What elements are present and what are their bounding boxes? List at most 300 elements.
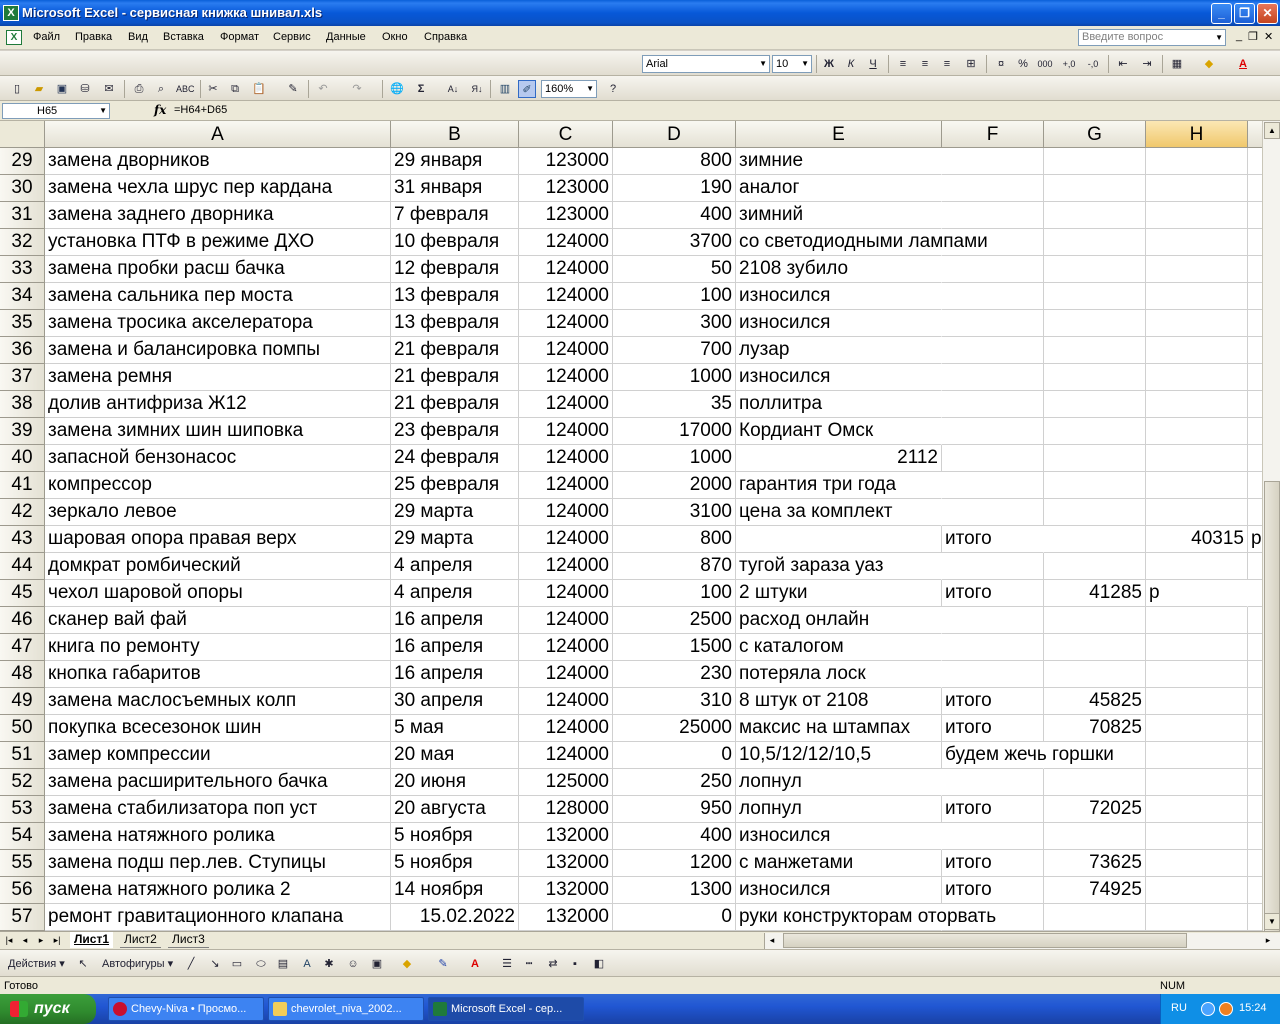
cell-b[interactable]: 16 апреля xyxy=(391,607,519,634)
zoom-select[interactable] xyxy=(541,80,597,98)
cell-f[interactable] xyxy=(942,472,1044,499)
chevron-down-icon[interactable]: ▼ xyxy=(1215,33,1223,42)
scroll-left-icon[interactable]: ◂ xyxy=(769,935,775,945)
cell-a[interactable]: запасной бензонасос xyxy=(45,445,391,472)
cell-b[interactable]: 4 апреля xyxy=(391,580,519,607)
cell-c[interactable]: 124000 xyxy=(519,283,613,310)
cell-e[interactable]: 10,5/12/12/10,5 xyxy=(736,742,942,769)
row-header[interactable]: 35 xyxy=(0,310,45,337)
cell-b[interactable]: 10 февраля xyxy=(391,229,519,256)
cell-c[interactable]: 124000 xyxy=(519,256,613,283)
start-button[interactable] xyxy=(0,994,96,1024)
cell-g[interactable]: 45825 xyxy=(1044,688,1146,715)
column-header-f[interactable]: F xyxy=(942,121,1044,148)
cell-i[interactable] xyxy=(1248,553,1262,580)
cell-b[interactable]: 29 марта xyxy=(391,526,519,553)
underline-button[interactable]: Ч xyxy=(869,58,877,70)
cell-i[interactable] xyxy=(1248,202,1262,229)
cell-c[interactable]: 124000 xyxy=(519,310,613,337)
cell-i[interactable] xyxy=(1248,634,1262,661)
vertical-scrollbar[interactable] xyxy=(1262,121,1280,931)
cell-e[interactable]: 8 штук от 2108 xyxy=(736,688,942,715)
cell-f[interactable] xyxy=(942,904,1044,931)
cell-g[interactable]: 74925 xyxy=(1044,877,1146,904)
cell-c[interactable]: 123000 xyxy=(519,202,613,229)
cell-d[interactable]: 310 xyxy=(613,688,736,715)
cell-c[interactable]: 124000 xyxy=(519,580,613,607)
chevron-down-icon[interactable]: ▼ xyxy=(801,59,809,68)
cell-b[interactable]: 20 июня xyxy=(391,769,519,796)
cell-c[interactable]: 124000 xyxy=(519,634,613,661)
cell-h[interactable] xyxy=(1146,391,1248,418)
cell-d[interactable]: 400 xyxy=(613,202,736,229)
cell-g[interactable]: 70825 xyxy=(1044,715,1146,742)
next-sheet-icon[interactable]: ▸ xyxy=(38,935,44,945)
cell-i[interactable] xyxy=(1248,607,1262,634)
cell-g[interactable]: 41285 xyxy=(1044,580,1146,607)
cell-i[interactable] xyxy=(1248,499,1262,526)
cell-c[interactable]: 124000 xyxy=(519,607,613,634)
prev-sheet-icon[interactable]: ◂ xyxy=(22,935,28,945)
cell-b[interactable]: 5 ноября xyxy=(391,850,519,877)
cell-i[interactable] xyxy=(1248,148,1262,175)
cell-d[interactable]: 1000 xyxy=(613,445,736,472)
bold-button[interactable]: Ж xyxy=(824,58,834,70)
row-header[interactable]: 49 xyxy=(0,688,45,715)
cell-h[interactable] xyxy=(1146,607,1248,634)
cell-i[interactable] xyxy=(1248,850,1262,877)
arrow-icon[interactable]: ↘ xyxy=(210,958,220,970)
row-header[interactable]: 34 xyxy=(0,283,45,310)
cell-c[interactable]: 128000 xyxy=(519,796,613,823)
column-header-b[interactable]: B xyxy=(391,121,519,148)
cell-e[interactable]: расход онлайн xyxy=(736,607,942,634)
cell-g[interactable] xyxy=(1044,769,1146,796)
row-header[interactable]: 32 xyxy=(0,229,45,256)
cell-b[interactable]: 29 марта xyxy=(391,499,519,526)
cell-a[interactable]: домкрат ромбический xyxy=(45,553,391,580)
cell-d[interactable]: 230 xyxy=(613,661,736,688)
menu-file[interactable]: Файл xyxy=(33,31,61,43)
cell-c[interactable]: 124000 xyxy=(519,688,613,715)
cell-g[interactable] xyxy=(1044,607,1146,634)
cell-i[interactable] xyxy=(1248,256,1262,283)
restore-button[interactable]: ❐ xyxy=(1234,3,1255,24)
cell-b[interactable]: 5 мая xyxy=(391,715,519,742)
cell-c[interactable]: 124000 xyxy=(519,715,613,742)
hyperlink-icon[interactable]: 🌐 xyxy=(390,83,404,95)
cell-g[interactable] xyxy=(1044,175,1146,202)
cell-f[interactable] xyxy=(942,499,1044,526)
cell-d[interactable]: 100 xyxy=(613,580,736,607)
paste-icon[interactable]: 📋 xyxy=(252,83,266,95)
row-header[interactable]: 56 xyxy=(0,877,45,904)
cell-d[interactable]: 2000 xyxy=(613,472,736,499)
textbox-icon[interactable]: ▤ xyxy=(277,958,289,970)
doc-restore-button[interactable]: ❐ xyxy=(1248,31,1258,43)
horizontal-scroll-thumb[interactable] xyxy=(783,933,1187,948)
row-header[interactable]: 48 xyxy=(0,661,45,688)
cell-e[interactable]: износился xyxy=(736,823,942,850)
chart-wizard-icon[interactable]: ▥ xyxy=(499,83,511,95)
cell-e[interactable]: максис на штампах xyxy=(736,715,942,742)
cell-g[interactable] xyxy=(1044,391,1146,418)
cell-h[interactable] xyxy=(1146,634,1248,661)
cell-a[interactable]: замена сальника пер моста xyxy=(45,283,391,310)
cell-f[interactable]: итого xyxy=(942,796,1044,823)
cell-b[interactable]: 21 февраля xyxy=(391,364,519,391)
cell-h[interactable] xyxy=(1146,850,1248,877)
cell-c[interactable]: 124000 xyxy=(519,553,613,580)
cell-f[interactable] xyxy=(942,823,1044,850)
sort-descending-icon[interactable]: Я↓ xyxy=(471,84,483,94)
cell-f[interactable] xyxy=(942,310,1044,337)
cell-c[interactable]: 124000 xyxy=(519,391,613,418)
cell-a[interactable]: замена заднего дворника xyxy=(45,202,391,229)
row-header[interactable]: 36 xyxy=(0,337,45,364)
cell-b[interactable]: 15.02.2022 xyxy=(391,904,519,931)
cell-i[interactable] xyxy=(1248,283,1262,310)
cell-a[interactable]: замена ремня xyxy=(45,364,391,391)
cell-e[interactable]: с манжетами xyxy=(736,850,942,877)
column-header-c[interactable]: C xyxy=(519,121,613,148)
cell-f[interactable] xyxy=(942,337,1044,364)
cell-c[interactable]: 124000 xyxy=(519,445,613,472)
cell-b[interactable]: 16 апреля xyxy=(391,634,519,661)
taskbar-item-excel[interactable] xyxy=(428,997,584,1021)
cell-b[interactable]: 16 апреля xyxy=(391,661,519,688)
cell-a[interactable]: компрессор xyxy=(45,472,391,499)
horizontal-scrollbar[interactable] xyxy=(764,933,1280,949)
cell-b[interactable]: 31 января xyxy=(391,175,519,202)
cell-d[interactable]: 50 xyxy=(613,256,736,283)
cell-d[interactable]: 190 xyxy=(613,175,736,202)
cell-b[interactable]: 21 февраля xyxy=(391,337,519,364)
cell-d[interactable]: 3700 xyxy=(613,229,736,256)
cell-d[interactable]: 950 xyxy=(613,796,736,823)
cell-a[interactable]: шаровая опора правая верх xyxy=(45,526,391,553)
cell-i[interactable] xyxy=(1248,229,1262,256)
row-header[interactable]: 51 xyxy=(0,742,45,769)
cell-e[interactable]: потеряла лоск xyxy=(736,661,942,688)
cell-f[interactable] xyxy=(942,607,1044,634)
cell-e[interactable]: зимний xyxy=(736,202,942,229)
cell-a[interactable]: замена натяжного ролика 2 xyxy=(45,877,391,904)
cell-e[interactable]: износился xyxy=(736,364,942,391)
cell-e[interactable]: руки конструкторам оторвать xyxy=(736,904,942,931)
currency-icon[interactable]: ¤ xyxy=(997,58,1005,70)
doc-minimize-button[interactable]: _ xyxy=(1236,30,1243,42)
cell-h[interactable] xyxy=(1146,823,1248,850)
cell-i[interactable] xyxy=(1248,742,1262,769)
align-center-icon[interactable]: ≡ xyxy=(921,58,929,70)
last-sheet-icon[interactable]: ▸| xyxy=(53,935,61,945)
cell-d[interactable]: 35 xyxy=(613,391,736,418)
column-header-g[interactable]: G xyxy=(1044,121,1146,148)
cell-g[interactable]: 72025 xyxy=(1044,796,1146,823)
row-header[interactable]: 50 xyxy=(0,715,45,742)
cell-a[interactable]: установка ПТФ в режиме ДХО xyxy=(45,229,391,256)
cell-i[interactable] xyxy=(1248,688,1262,715)
cell-a[interactable]: кнопка габаритов xyxy=(45,661,391,688)
row-header[interactable]: 45 xyxy=(0,580,45,607)
select-all-corner[interactable] xyxy=(0,121,45,148)
cell-h[interactable] xyxy=(1146,661,1248,688)
antivirus-icon[interactable] xyxy=(1219,1002,1233,1016)
column-header-d[interactable]: D xyxy=(613,121,736,148)
font-size-select[interactable] xyxy=(772,55,812,73)
save-icon[interactable]: ▣ xyxy=(56,83,68,95)
cell-f[interactable] xyxy=(942,364,1044,391)
cell-h[interactable] xyxy=(1146,688,1248,715)
row-header[interactable]: 47 xyxy=(0,634,45,661)
cell-f[interactable]: итого xyxy=(942,715,1044,742)
cell-h[interactable] xyxy=(1146,418,1248,445)
cell-a[interactable]: замена расширительного бачка xyxy=(45,769,391,796)
cell-b[interactable]: 14 ноября xyxy=(391,877,519,904)
cell-e[interactable]: тугой зараза уаз xyxy=(736,553,942,580)
cell-f[interactable] xyxy=(942,634,1044,661)
rectangle-icon[interactable]: ▭ xyxy=(231,958,243,970)
borders-icon[interactable]: ▦ xyxy=(1171,58,1183,70)
format-painter-icon[interactable]: ✎ xyxy=(288,83,298,95)
taskbar-item-folder[interactable] xyxy=(268,997,424,1021)
chevron-down-icon[interactable]: ▼ xyxy=(586,84,594,93)
cell-f[interactable] xyxy=(942,256,1044,283)
cell-g[interactable] xyxy=(1044,445,1146,472)
cell-f[interactable] xyxy=(942,445,1044,472)
autosum-icon[interactable]: Σ xyxy=(417,83,425,95)
cell-c[interactable]: 124000 xyxy=(519,526,613,553)
sheet-tab-1[interactable]: Лист1 xyxy=(70,932,113,948)
clipart-icon[interactable]: ☺ xyxy=(347,958,359,970)
print-preview-icon[interactable]: ⌕ xyxy=(157,83,165,95)
cell-f[interactable]: будем жечь горшки xyxy=(942,742,1044,769)
scroll-right-icon[interactable]: ▸ xyxy=(1265,935,1271,945)
cell-c[interactable]: 132000 xyxy=(519,904,613,931)
cell-i[interactable] xyxy=(1248,661,1262,688)
cell-i[interactable] xyxy=(1248,904,1262,931)
draw-font-color-icon[interactable]: A xyxy=(471,958,479,970)
cell-b[interactable]: 4 апреля xyxy=(391,553,519,580)
cell-f[interactable] xyxy=(942,229,1044,256)
menu-view[interactable]: Вид xyxy=(128,31,148,43)
cell-b[interactable]: 30 апреля xyxy=(391,688,519,715)
column-header-partial[interactable] xyxy=(1248,121,1262,148)
cell-d[interactable]: 870 xyxy=(613,553,736,580)
cell-i[interactable] xyxy=(1248,310,1262,337)
cell-h[interactable] xyxy=(1146,904,1248,931)
menu-edit[interactable]: Правка xyxy=(75,31,113,43)
cell-a[interactable]: замена дворников xyxy=(45,148,391,175)
cell-c[interactable]: 132000 xyxy=(519,823,613,850)
cell-e[interactable]: 2112 xyxy=(736,445,942,472)
cell-a[interactable]: замена маслосъемных колп xyxy=(45,688,391,715)
document-icon[interactable]: X xyxy=(6,30,22,45)
row-header[interactable]: 31 xyxy=(0,202,45,229)
cell-g[interactable] xyxy=(1044,823,1146,850)
cell-i[interactable]: р xyxy=(1248,526,1262,553)
copy-icon[interactable]: ⧉ xyxy=(231,83,239,95)
cell-h[interactable] xyxy=(1146,553,1248,580)
column-header-a[interactable]: A xyxy=(45,121,391,148)
cell-f[interactable] xyxy=(942,769,1044,796)
cell-f[interactable]: итого xyxy=(942,850,1044,877)
wordart-icon[interactable]: A xyxy=(303,958,311,970)
language-indicator[interactable]: RU xyxy=(1171,1002,1187,1014)
cell-f[interactable] xyxy=(942,391,1044,418)
align-right-icon[interactable]: ≡ xyxy=(943,58,951,70)
cell-c[interactable]: 124000 xyxy=(519,229,613,256)
cell-a[interactable]: замена и балансировка помпы xyxy=(45,337,391,364)
close-button[interactable]: ✕ xyxy=(1257,3,1278,24)
cell-c[interactable]: 132000 xyxy=(519,877,613,904)
cell-e[interactable]: гарантия три года xyxy=(736,472,942,499)
row-header[interactable]: 52 xyxy=(0,769,45,796)
line-icon[interactable]: ╱ xyxy=(187,958,195,970)
cell-g[interactable] xyxy=(1044,904,1146,931)
font-color-icon[interactable]: A xyxy=(1239,58,1247,70)
chevron-down-icon[interactable]: ▼ xyxy=(759,59,767,68)
row-header[interactable]: 46 xyxy=(0,607,45,634)
cell-f[interactable] xyxy=(942,175,1044,202)
cell-f[interactable]: итого xyxy=(942,688,1044,715)
cell-f[interactable] xyxy=(942,148,1044,175)
row-header[interactable]: 43 xyxy=(0,526,45,553)
cell-h[interactable] xyxy=(1146,364,1248,391)
cell-i[interactable] xyxy=(1248,580,1262,607)
cell-h[interactable] xyxy=(1146,202,1248,229)
row-header[interactable]: 57 xyxy=(0,904,45,931)
cell-i[interactable] xyxy=(1248,823,1262,850)
cell-h[interactable]: р xyxy=(1146,580,1248,607)
cell-c[interactable]: 132000 xyxy=(519,850,613,877)
cell-h[interactable] xyxy=(1146,796,1248,823)
cell-e[interactable]: износился xyxy=(736,877,942,904)
cell-h[interactable] xyxy=(1146,877,1248,904)
cell-g[interactable] xyxy=(1044,553,1146,580)
cell-a[interactable]: замена зимних шин шиповка xyxy=(45,418,391,445)
select-objects-icon[interactable]: ↖ xyxy=(78,958,88,970)
vertical-scroll-thumb[interactable] xyxy=(1264,481,1280,936)
cell-h[interactable] xyxy=(1146,472,1248,499)
cell-a[interactable]: покупка всесезонок шин xyxy=(45,715,391,742)
cell-e[interactable]: износился xyxy=(736,283,942,310)
increase-indent-icon[interactable]: ⇥ xyxy=(1142,58,1152,70)
redo-icon[interactable]: ↷ xyxy=(352,83,362,95)
cell-i[interactable] xyxy=(1248,445,1262,472)
cell-a[interactable]: замена чехла шрус пер кардана xyxy=(45,175,391,202)
row-header[interactable]: 42 xyxy=(0,499,45,526)
spreadsheet-grid[interactable] xyxy=(0,121,1262,931)
cell-f[interactable] xyxy=(942,553,1044,580)
cell-b[interactable]: 21 февраля xyxy=(391,391,519,418)
cell-a[interactable]: ремонт гравитационного клапана xyxy=(45,904,391,931)
menu-tools[interactable]: Сервис xyxy=(273,31,311,43)
cell-a[interactable]: зеркало левое xyxy=(45,499,391,526)
cell-c[interactable]: 124000 xyxy=(519,499,613,526)
cell-e[interactable]: 2 штуки xyxy=(736,580,942,607)
email-icon[interactable]: ✉ xyxy=(104,83,114,95)
cell-d[interactable]: 1300 xyxy=(613,877,736,904)
row-header[interactable]: 37 xyxy=(0,364,45,391)
cell-g[interactable] xyxy=(1044,283,1146,310)
menu-format[interactable]: Формат xyxy=(220,31,260,43)
cell-h[interactable] xyxy=(1146,148,1248,175)
cell-c[interactable]: 123000 xyxy=(519,148,613,175)
diagram-icon[interactable]: ✱ xyxy=(324,958,334,970)
scroll-down-icon[interactable]: ▼ xyxy=(1264,913,1280,930)
cell-h[interactable] xyxy=(1146,742,1248,769)
cell-g[interactable] xyxy=(1044,202,1146,229)
cell-e[interactable]: износился xyxy=(736,310,942,337)
cell-b[interactable]: 12 февраля xyxy=(391,256,519,283)
excel-app-icon[interactable]: X xyxy=(3,5,19,21)
cell-e[interactable]: Кордиант Омск xyxy=(736,418,942,445)
picture-icon[interactable]: ▣ xyxy=(371,958,383,970)
decrease-decimal-icon[interactable]: -,0 xyxy=(1087,59,1099,69)
cell-g[interactable] xyxy=(1044,526,1146,553)
row-header[interactable]: 44 xyxy=(0,553,45,580)
cell-b[interactable]: 5 ноября xyxy=(391,823,519,850)
cell-d[interactable]: 17000 xyxy=(613,418,736,445)
cell-e[interactable]: цена за комплект xyxy=(736,499,942,526)
cell-h[interactable]: 40315 xyxy=(1146,526,1248,553)
cell-b[interactable]: 7 февраля xyxy=(391,202,519,229)
row-header[interactable]: 53 xyxy=(0,796,45,823)
sort-ascending-icon[interactable]: A↓ xyxy=(447,84,459,94)
menu-insert[interactable]: Вставка xyxy=(163,31,204,43)
cell-a[interactable]: замер компрессии xyxy=(45,742,391,769)
cell-g[interactable] xyxy=(1044,418,1146,445)
cell-g[interactable] xyxy=(1044,364,1146,391)
sheet-tab-2[interactable]: Лист2 xyxy=(120,932,161,948)
cell-f[interactable] xyxy=(942,661,1044,688)
cell-d[interactable]: 1200 xyxy=(613,850,736,877)
cell-e[interactable]: с каталогом xyxy=(736,634,942,661)
taskbar-item-opera[interactable] xyxy=(108,997,264,1021)
new-document-icon[interactable]: ▯ xyxy=(13,83,21,95)
cell-d[interactable]: 700 xyxy=(613,337,736,364)
cell-e[interactable]: поллитра xyxy=(736,391,942,418)
cell-i[interactable] xyxy=(1248,418,1262,445)
decrease-indent-icon[interactable]: ⇤ xyxy=(1118,58,1128,70)
percent-icon[interactable]: % xyxy=(1018,58,1028,70)
cell-d[interactable]: 800 xyxy=(613,526,736,553)
cell-c[interactable]: 124000 xyxy=(519,418,613,445)
cell-e[interactable]: аналог xyxy=(736,175,942,202)
help-icon[interactable]: ? xyxy=(609,83,617,95)
font-name-select[interactable] xyxy=(642,55,770,73)
cell-h[interactable] xyxy=(1146,499,1248,526)
cell-a[interactable]: книга по ремонту xyxy=(45,634,391,661)
first-sheet-icon[interactable]: |◂ xyxy=(5,935,13,945)
fill-color-icon[interactable]: ◆ xyxy=(1204,58,1214,70)
cell-g[interactable] xyxy=(1044,472,1146,499)
formula-input[interactable]: =H64+D65 xyxy=(174,104,228,116)
cell-e[interactable] xyxy=(736,526,942,553)
ask-question-input[interactable] xyxy=(1078,29,1226,46)
cell-f[interactable]: итого xyxy=(942,580,1044,607)
cell-d[interactable]: 100 xyxy=(613,283,736,310)
3d-icon[interactable]: ◧ xyxy=(593,958,605,970)
cell-g[interactable] xyxy=(1044,310,1146,337)
autoshapes-menu[interactable]: Автофигуры ▾ xyxy=(102,958,174,970)
align-left-icon[interactable]: ≡ xyxy=(899,58,907,70)
cell-i[interactable] xyxy=(1248,337,1262,364)
cell-e[interactable]: 2108 зубило xyxy=(736,256,942,283)
column-header-e[interactable]: E xyxy=(736,121,942,148)
